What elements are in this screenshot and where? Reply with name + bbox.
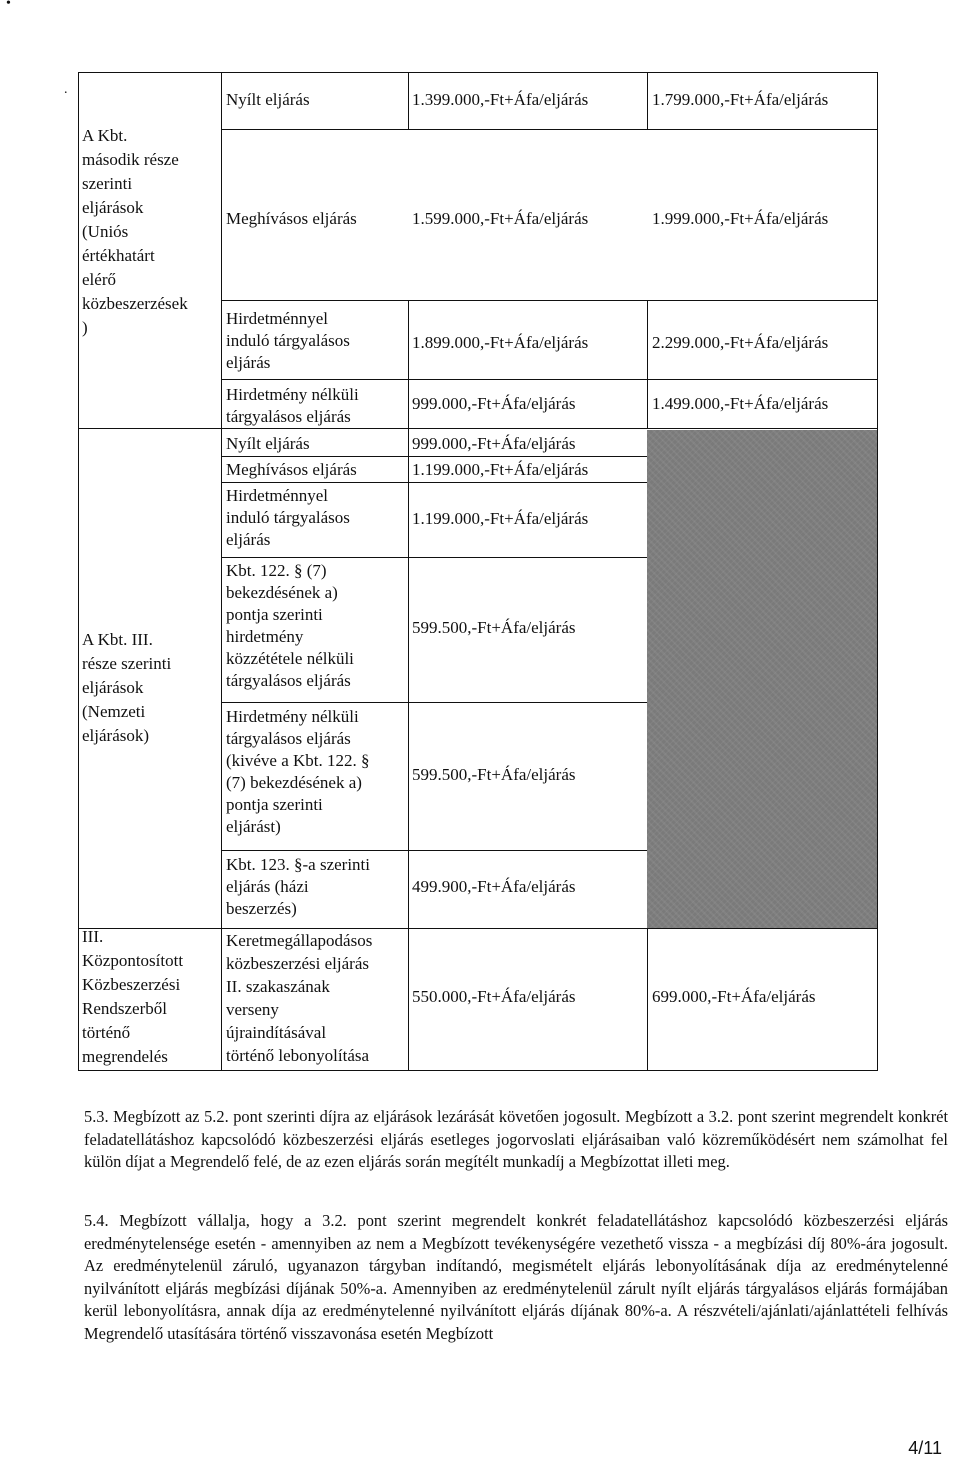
procedure-cell: Kbt. 122. § (7) bekezdésének a) pontja szerinti hirdetmény közzététele nélküli tárgyalásos eljárás [226, 561, 354, 690]
fee-cell: 1.499.000,-Ft+Áfa/eljárás [652, 394, 829, 413]
group-label-line: elérő [82, 270, 116, 289]
fee-cell: 999.000,-Ft+Áfa/eljárás [412, 394, 576, 413]
procedure-cell: Meghívásos eljárás [226, 209, 357, 228]
group-label-line: megrendelés [82, 1047, 168, 1066]
fee-cell: 1.999.000,-Ft+Áfa/eljárás [652, 209, 829, 228]
group-label-line: (Uniós [82, 222, 129, 241]
procedure-cell: Kbt. 123. §-a szerinti eljárás (házi beszerzés) [226, 855, 370, 918]
group-label-line: ) [82, 318, 88, 337]
procedure-cell: Hirdetménnyel induló tárgyalásos eljárás [226, 486, 350, 549]
group-label-line: III. [82, 927, 104, 946]
group-label-line: eljárások [82, 678, 144, 697]
fee-cell: 1.899.000,-Ft+Áfa/eljárás [412, 333, 589, 352]
scan-mark: . [64, 82, 68, 97]
fee-cell: 699.000,-Ft+Áfa/eljárás [652, 987, 816, 1006]
group-label-line: második része [82, 150, 179, 169]
fee-cell: 1.799.000,-Ft+Áfa/eljárás [652, 90, 829, 109]
group-label-national [82, 628, 216, 748]
fee-cell: 999.000,-Ft+Áfa/eljárás [412, 434, 576, 453]
fee-cell: 1.199.000,-Ft+Áfa/eljárás [412, 509, 589, 528]
group-label-central [82, 925, 216, 1069]
paragraph-5-4: 5.4. Megbízott vállalja, hogy a 3.2. pont szerint megrendelt konkrét feladatellátáshoz kapcsolódó közbeszerzési eljárás eredménytelensége esetén - amennyiben az nem a Megbízott tevékenységére vezethető vissza - a megbízási díj 80%-ára jogosult. Az eredménytelenül záruló, ugyanazon tárgyban indítandó, megismételt eljárás lebonyolításának díja az eredménytelenné nyilvánított eljárás megbízási díjának 50%-a. Amennyiben az eredménytelenül zárult nyílt eljárás tárgyalásos eljárás formájában kerül lebonyolításra, annak díja az eredménytelenné nyilvánított eljárás díjának 80%-a. A részvételi/ajánlati/ajánlattételi felhívás Megrendelő utasítására történő visszavonása esetén Megbízott [84, 1211, 948, 1343]
page-number: 4/11 [908, 1438, 942, 1458]
group-label-line: közbeszerzések [82, 294, 188, 313]
group-label-line: A Kbt. III. [82, 630, 153, 649]
procedure-cell: Hirdetmény nélküli tárgyalásos eljárás (kivéve a Kbt. 122. § (7) bekezdésének a) pontja szerinti eljárást) [226, 707, 370, 836]
procedure-cell: Nyílt eljárás [226, 434, 310, 453]
group-label-line: Központosított [82, 951, 184, 970]
group-label-line: (Nemzeti [82, 702, 146, 721]
shaded-cell-block [647, 430, 877, 928]
group-label-line: értékhatárt [82, 246, 155, 265]
procedure-cell: Meghívásos eljárás [226, 460, 357, 479]
fee-cell: 1.199.000,-Ft+Áfa/eljárás [412, 460, 589, 479]
fee-cell: 2.299.000,-Ft+Áfa/eljárás [652, 333, 829, 352]
fee-cell: 499.900,-Ft+Áfa/eljárás [412, 877, 576, 896]
fee-cell: 550.000,-Ft+Áfa/eljárás [412, 987, 576, 1006]
fee-cell: 1.399.000,-Ft+Áfa/eljárás [412, 90, 589, 109]
group-label-line: szerinti [82, 174, 133, 193]
group-label-line: Közbeszerzési [82, 975, 181, 994]
scan-mark: • [6, 0, 11, 11]
paragraph-5-3: 5.3. Megbízott az 5.2. pont szerinti díjra az eljárások lezárását követően jogosult. Megbízott a 3.2. pont szerint megrendelt konkrét feladatellátáshoz kapcsolódó közbeszerzési eljárás esetleges jogorvoslati eljárásaiban való közreműködésért nem számolhat fel külön díjat a Megrendelő felé, de az ezen eljárás során megítélt munkadíj a Megbízottat illeti meg. [84, 1107, 948, 1172]
fee-cell: 599.500,-Ft+Áfa/eljárás [412, 618, 576, 637]
group-label-line: eljárások [82, 198, 144, 217]
group-label-line: Rendszerből [82, 999, 167, 1018]
group-label-line: történő [82, 1023, 131, 1042]
group-label-line: része szerinti [82, 654, 172, 673]
procedure-cell: Keretmegállapodásos közbeszerzési eljárás II. szakaszának verseny újraindításával történő lebonyolítása [226, 931, 373, 1065]
procedure-cell: Hirdetmény nélküli tárgyalásos eljárás [226, 385, 359, 426]
group-label-eu [82, 124, 216, 340]
fee-cell: 599.500,-Ft+Áfa/eljárás [412, 765, 576, 784]
procedure-cell: Hirdetménnyel induló tárgyalásos eljárás [226, 309, 350, 372]
fee-cell: 1.599.000,-Ft+Áfa/eljárás [412, 209, 589, 228]
group-label-line: eljárások) [82, 726, 150, 745]
procedure-cell: Nyílt eljárás [226, 90, 310, 109]
group-label-line: A Kbt. [82, 126, 128, 145]
